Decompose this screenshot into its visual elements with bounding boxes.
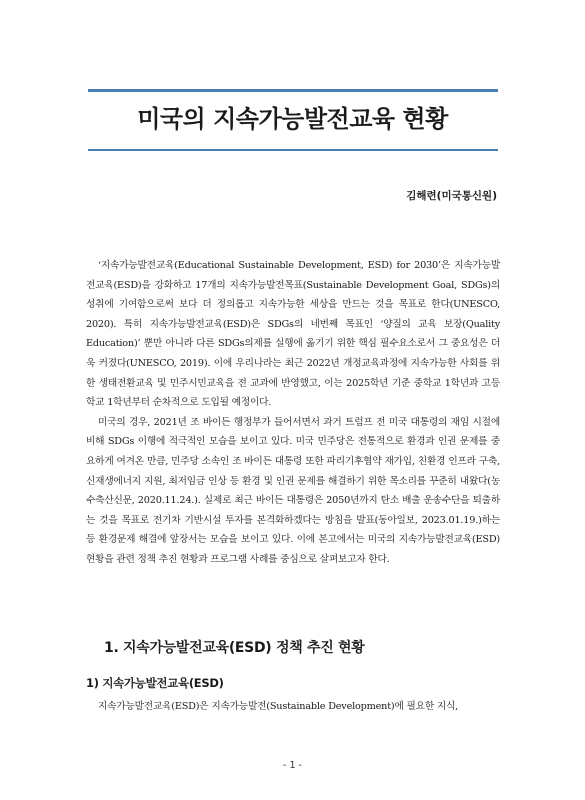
title-bottom-rule xyxy=(88,149,498,151)
intro-paragraph-1: ‘지속가능발전교육(Educational Sustainable Development, ESD) for 2030’은 지속가능발전교육(ESD)을 강화하고 17개의 지속가능발전목표(Sustainable Development Goal, SDGs)의 성취에 기여함으로써 보다 더 정의롭고 지속가능한 세상을 만드는 것을 목표로 한다(UNESCO, 2020). 특히 지속가능발전교육(ESD)은 SDGs의 네번째 목표인 ‘양질의 교육 보장(Quality Education)’ 뿐만 아니라 다른 SDGs의제를 실행에 옮기기 위한 핵심 필수요소로서 그 중요성은 더욱 커졌다(UNESCO, 2019). 이에 우리나라는 최근 2022년 개정교육과정에 지속가능한 사회를 위한 생태전환교육 및 민주시민교육을 전 교과에 반영했고, 이는 2025학년 기준 중학교 1학년과 고등학교 1학년부터 순차적으로 도입될 예정이다. xyxy=(86,260,500,409)
page-title: 미국의 지속가능발전교육 현황 xyxy=(137,105,448,133)
section-heading: 1. 지속가능발전교육(ESD) 정책 추진 현황 xyxy=(104,640,365,656)
author-byline: 김해련(미국통신원) xyxy=(406,190,497,202)
title-top-rule xyxy=(88,89,498,92)
page-number: - 1 - xyxy=(283,760,302,771)
intro-paragraph-2: 미국의 경우, 2021년 조 바이든 행정부가 들어서면서 과거 트럼프 전 미국 대통령의 재임 시절에 비해 SDGs 이행에 적극적인 모습을 보이고 있다. 미국 민주당은 전통적으로 환경과 인권 문제를 중요하게 여겨온 만큼, 민주당 소속인 조 바이든 대통령 또한 파리기후협약 재가입, 친환경 인프라 구축, 신재생에너지 지원, 최저임금 인상 등 환경 및 인권 문제를 해결하기 위한 목소리를 꾸준히 내왔다(농수축산신문, 2020.11.24.). 실제로 최근 바이든 대통령은 2050년까지 탄소 배출 운송수단을 퇴출하는 것을 목표로 전기차 기반시설 투자를 본격화하겠다는 방침을 발표(동아일보, 2023.01.19.)하는 등 환경문제 해결에 앞장서는 모습을 보이고 있다. 이에 본고에서는 미국의 지속가능발전교육(ESD) 현황을 관련 정책 추진 현황과 프로그램 사례를 중심으로 살펴보고자 한다. xyxy=(86,416,500,565)
subsection-text: 지속가능발전교육(ESD)은 지속가능발전(Sustainable Development)에 필요한 지식, xyxy=(98,701,459,712)
subsection-heading: 1) 지속가능발전교육(ESD) xyxy=(86,676,224,690)
intro-body xyxy=(86,256,500,570)
